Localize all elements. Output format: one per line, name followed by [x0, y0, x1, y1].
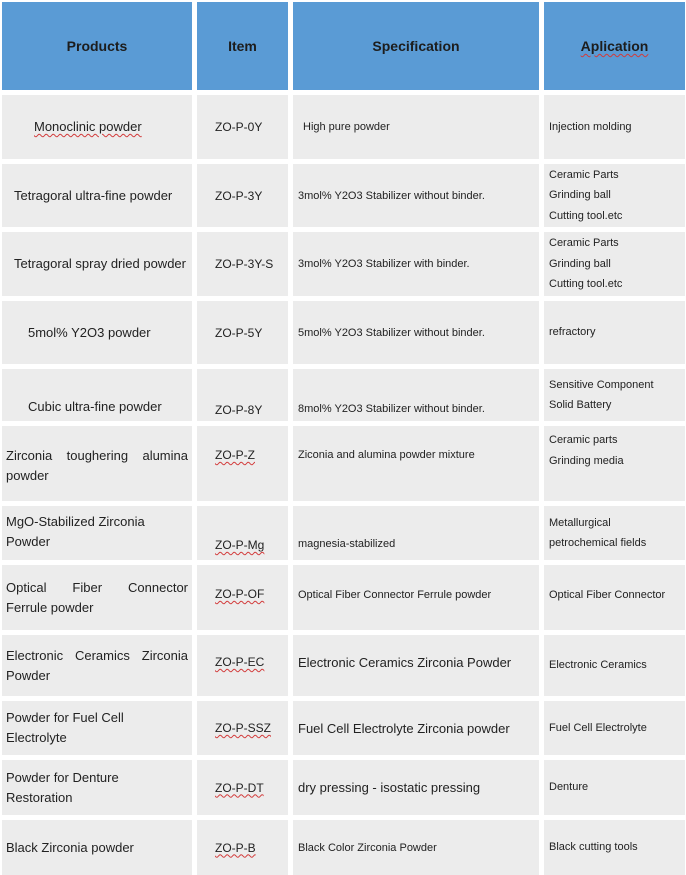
row-8-item: ZO-P-OF: [197, 565, 288, 630]
row-10-spec: Fuel Cell Electrolyte Zirconia powder: [293, 701, 539, 755]
row-10-item: ZO-P-SSZ: [197, 701, 288, 755]
row-12-spec: Black Color Zirconia Powder: [293, 820, 539, 875]
row-8-spec: Optical Fiber Connector Ferrule powder: [293, 565, 539, 630]
row-7-product: MgO-Stabilized Zirconia Powder: [2, 506, 192, 560]
row-12-item: ZO-P-B: [197, 820, 288, 875]
row-8-application: Optical Fiber Connector: [544, 565, 685, 630]
row-1-spec: High pure powder: [293, 95, 539, 159]
row-6-product: Zirconia toughering alumina powder: [2, 426, 192, 501]
row-2-application: Ceramic Parts Grinding ball Cutting tool.etc: [544, 164, 685, 227]
row-8-product: Optical Fiber Connector Ferrule powder: [2, 565, 192, 630]
row-1-item: ZO-P-0Y: [197, 95, 288, 159]
row-7-spec: magnesia-stabilized: [293, 506, 539, 560]
row-2-spec: 3mol% Y2O3 Stabilizer without binder.: [293, 164, 539, 227]
row-10-application: Fuel Cell Electrolyte: [544, 701, 685, 755]
row-5-spec: 8mol% Y2O3 Stabilizer without binder.: [293, 369, 539, 421]
row-7-item: ZO-P-Mg: [197, 506, 288, 560]
row-3-application: Ceramic Parts Grinding ball Cutting tool.etc: [544, 232, 685, 296]
row-11-spec: dry pressing - isostatic pressing: [293, 760, 539, 815]
row-4-application: refractory: [544, 301, 685, 364]
row-9-application: Electronic Ceramics: [544, 635, 685, 696]
row-1-application: Injection molding: [544, 95, 685, 159]
row-2-item: ZO-P-3Y: [197, 164, 288, 227]
row-4-spec: 5mol% Y2O3 Stabilizer without binder.: [293, 301, 539, 364]
row-2-product: Tetragoral ultra-fine powder: [2, 164, 192, 227]
row-9-item: ZO-P-EC: [197, 635, 288, 696]
row-7-application: Metallurgical petrochemical fields: [544, 506, 685, 560]
row-5-product: Cubic ultra-fine powder: [2, 369, 192, 421]
header-products: Products: [2, 2, 192, 90]
row-1-product: Monoclinic powder: [2, 95, 192, 159]
header-application: Aplication: [544, 2, 685, 90]
row-5-application: Sensitive Component Solid Battery: [544, 369, 685, 421]
header-specification: Specification: [293, 2, 539, 90]
row-12-application: Black cutting tools: [544, 820, 685, 875]
header-item: Item: [197, 2, 288, 90]
row-9-product: Electronic Ceramics Zirconia Powder: [2, 635, 192, 696]
row-6-application: Ceramic parts Grinding media: [544, 426, 685, 501]
row-6-spec: Ziconia and alumina powder mixture: [293, 426, 539, 501]
row-6-item: ZO-P-Z: [197, 426, 288, 501]
row-9-spec: Electronic Ceramics Zirconia Powder: [293, 635, 539, 696]
row-12-product: Black Zirconia powder: [2, 820, 192, 875]
row-3-item: ZO-P-3Y-S: [197, 232, 288, 296]
row-11-application: Denture: [544, 760, 685, 815]
row-4-product: 5mol% Y2O3 powder: [2, 301, 192, 364]
row-4-item: ZO-P-5Y: [197, 301, 288, 364]
row-10-product: Powder for Fuel Cell Electrolyte: [2, 701, 192, 755]
row-5-item: ZO-P-8Y: [197, 369, 288, 421]
row-11-item: ZO-P-DT: [197, 760, 288, 815]
row-11-product: Powder for Denture Restoration: [2, 760, 192, 815]
row-3-spec: 3mol% Y2O3 Stabilizer with binder.: [293, 232, 539, 296]
row-3-product: Tetragoral spray dried powder: [2, 232, 192, 296]
